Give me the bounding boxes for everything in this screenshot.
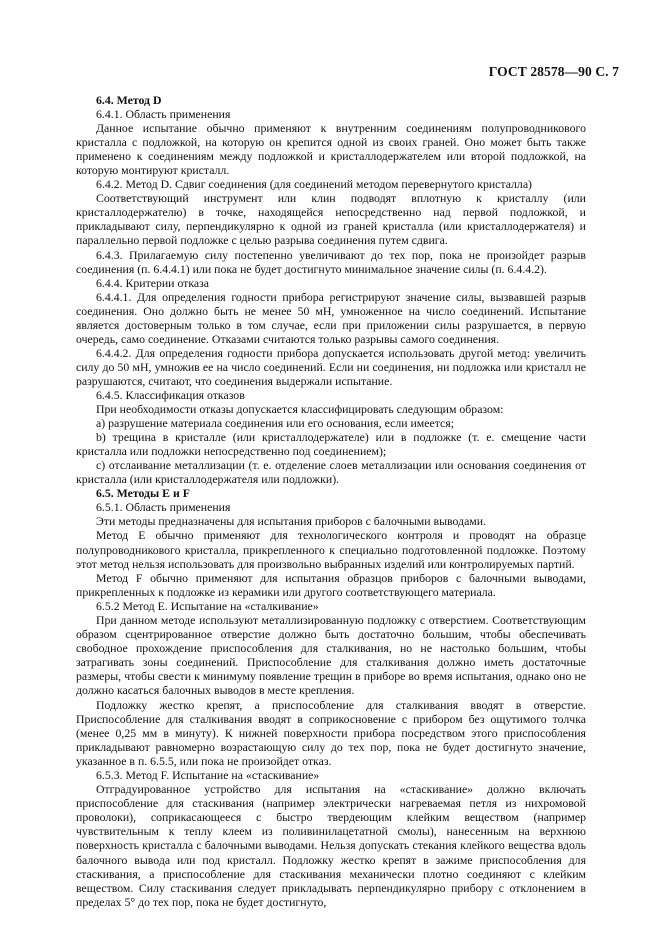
paragraph: b) трещина в кристалле (или кристаллодержателе) или в подложке (т. е. смещение части кристалла или подложки непосредственно под соединением);: [76, 430, 586, 459]
paragraph: Отградуированное устройство для испытания на «стаскивание» должно включать приспособление для стаскивания (например электрически нагреваемая петля из нихромовой проволоки), соприкасающееся с быстро твердеющим клейким веществом (например чувствительным к теплу клеем из поливинилацетатной смолы), нанесенным на верхнюю поверхность кристалла с балочными выводами. Нельзя допускать стекания клейкого вещества вдоль балочного вывода или под кристалл. Подложку жестко крепят в зажиме приспособления для стаскивания, а приспособление для стаскивания механически плотно соединяют с клейким веществом. Силу стаскивания следует прикладывать перпендикулярно прибору с отклонением в пределах 5° до тех пор, пока не будет достигнуто,: [76, 782, 586, 909]
paragraph: 6.4.1. Область применения: [96, 107, 231, 122]
paragraph: 6.4.4.2. Для определения годности прибора допускается использовать другой метод: увеличить силу до 50 мН, умножив ее на число соединений. Если ни соединения, ни подложка или кристалл не разрушаются, считают, что соединения выдержали испытание.: [76, 345, 586, 388]
paragraph: При необходимости отказы допускается классифицировать следующим образом:: [96, 402, 504, 417]
paragraph: 6.4.3. Прилагаемую силу постепенно увеличивают до тех пор, пока не произойдет разрыв соединения (п. 6.4.4.1) или пока не будет достигнуто минимальное значение силы (п. 6.4.4.2).: [76, 247, 586, 276]
paragraph: 6.5.3. Метод F. Испытание на «стаскивание»: [96, 768, 320, 783]
paragraph: Эти методы предназначены для испытания приборов с балочными выводами.: [96, 514, 487, 529]
paragraph: При данном методе используют металлизированную подложку с отверстием. Соответствующим образом сцентрированное отверстие должно быть достаточно большим, чтобы обеспечивать свободное прохождение приспособления для сталкивания, но не настолько большим, чтобы затрагивать зоны соединений. Приспособление для сталкивания должно иметь достаточные размеры, чтобы свести к минимуму появление трещин в приборе во время испытания, однако оно не должно касаться балочных выводов в месте крепления.: [76, 612, 586, 697]
section-heading: 6.4. Метод D: [96, 93, 162, 107]
paragraph: Подложку жестко крепят, а приспособление для сталкивания вводят в отверстие. Приспособление для сталкивания вводят в соприкосновение с прибором без ощутимого толчка (менее 0,25 мм в минуту). К нижней поверхности прибора посредством этого приспособления прикладывают равномерно возрастающую силу до тех пор, пока не будет достигнуто значение, указанное в п. 6.5.5, или пока не произойдет отказ.: [76, 698, 586, 769]
paragraph: 6.4.2. Метод D. Сдвиг соединения (для соединений методом перевернутого кристалла): [96, 177, 532, 192]
paragraph: 6.5.1. Область применения: [96, 500, 231, 515]
paragraph: Метод F обычно применяют для испытания образцов приборов с балочными выводами, прикрепленных к подложке из керамики или другого соответствующего материала.: [76, 570, 586, 599]
document-body: [76, 93, 586, 909]
paragraph: 6.4.4.1. Для определения годности прибора регистрируют значение силы, вызвавшей разрыв соединения. Оно должно быть не менее 50 мН, умноженное на число соединений. Испытание является достоверным только в том случае, если при приложении силы разрушается, в первую очередь, само соединение. Отказами считаются только разрывы самого соединения.: [76, 289, 586, 346]
paragraph: Метод Е обычно применяют для технологического контроля и проводят на образце полупроводникового кристалла, прикрепленного к специально подготовленной подложке. Поэтому этот метод нельзя использовать для произвольно выбранных изделий или контролируемых партий.: [76, 528, 586, 571]
section-heading: 6.5. Методы Е и F: [96, 486, 190, 501]
paragraph: a) разрушение материала соединения или его основания, если имеется;: [96, 416, 454, 431]
paragraph: c) отслаивание металлизации (т. е. отделение слоев металлизации или основания соединения от кристалла (или кристаллодержателя или подложки).: [76, 458, 586, 487]
paragraph: Данное испытание обычно применяют к внутренним соединениям полупроводникового кристалла с подложкой, на которую он крепится одной из своих граней. Оно может быть также применено к соединениям между подложкой и кристаллодержателем или второй подложкой, на которую монтируют кристалл.: [76, 121, 586, 178]
paragraph: 6.4.4. Критерии отказа: [96, 275, 210, 290]
paragraph: Соответствующий инструмент или клин подводят вплотную к кристаллу (или кристаллодержателю) в точке, находящейся непосредственно над первой подложкой, и прикладывают силу, перпендикулярно к одной из граней кристалла (или кристаллодержателя) и параллельно первой подложке с целью разрыва соединения путем сдвига.: [76, 191, 586, 248]
paragraph: 6.5.2 Метод Е. Испытание на «сталкивание»: [96, 598, 319, 613]
paragraph: 6.4.5. Классификация отказов: [96, 387, 245, 402]
page-header: ГОСТ 28578—90 С. 7: [488, 64, 619, 79]
